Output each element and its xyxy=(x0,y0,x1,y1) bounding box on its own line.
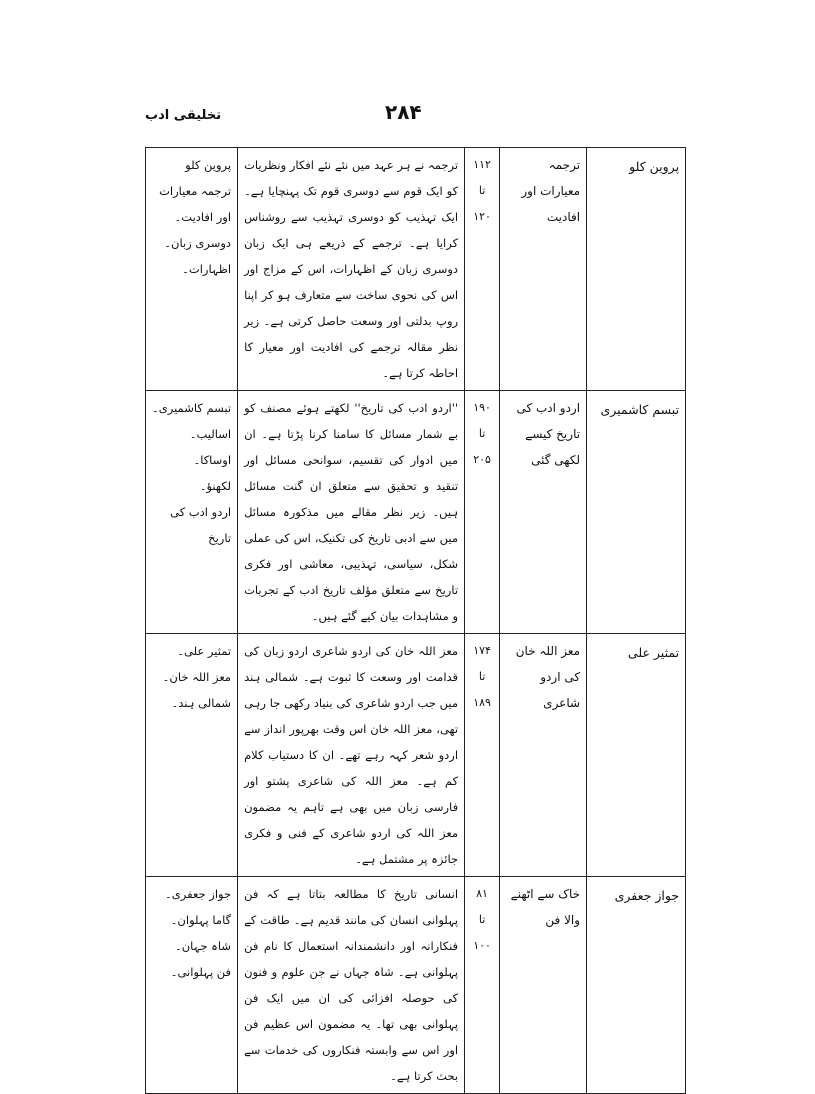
page-header xyxy=(145,100,665,132)
running-title: تخلیقی ادب xyxy=(145,108,222,123)
table-row xyxy=(146,877,686,1094)
table-row xyxy=(146,634,686,877)
keyword: فن پہلوانی۔ xyxy=(170,965,232,979)
index-table xyxy=(145,147,686,1094)
page-from: ۱۹۰ xyxy=(473,401,491,414)
keyword: ترجمہ معیارات xyxy=(159,184,232,198)
summary-cell: ''اردو ادب کی تاریخ'' لکھتے ہوئے مصنف کو بے شمار مسائل کا سامنا کرنا پڑتا ہے۔ ان میں ادوار کی تقسیم، سوانحی مسائل اور تنقید و تحقیق سے متعلق ان گنت مسائل ہیں۔ زیر نظر مقالے میں مذکورہ مسائل میں سے ادبی تاریخ کی تکنیک، اس کی عملی شکل، سیاسی، تہذیبی، معاشی اور فکری تاریخ سے متعلق مؤلف تاریخ ادب کے تجربات و مشاہدات بیان کیے گئے ہیں۔ xyxy=(238,391,465,634)
keywords-cell xyxy=(146,877,238,1094)
keyword: گاما پہلوان۔ xyxy=(170,913,232,927)
page-to: ۱۲۰ xyxy=(473,210,491,223)
page-to-word: تا xyxy=(478,184,486,197)
keyword: دوسری زبان۔ xyxy=(164,236,232,250)
keyword: معز اللہ خان۔ xyxy=(162,670,232,684)
page-to: ۲۰۵ xyxy=(473,453,491,466)
keyword: پروین کلو xyxy=(185,158,232,172)
author-cell: پروین کلو xyxy=(587,148,686,391)
page-to-word: تا xyxy=(478,913,486,926)
title-cell: اردو ادب کی تاریخ کیسے لکھی گئی xyxy=(500,391,587,634)
keyword: تاریخ xyxy=(208,531,232,545)
page-from: ۱۱۲ xyxy=(473,158,491,171)
keyword: اسالیب۔ xyxy=(189,427,232,441)
keyword: اوساکا۔ xyxy=(193,453,232,467)
summary-cell: انسانی تاریخ کا مطالعہ بتاتا ہے کہ فن پہلوانی انسان کی مانند قدیم ہے۔ طاقت کے فنکارانہ اور دانشمندانہ استعمال کا نام فن پہلوانی ہے۔ شاہ جہاں نے جن علوم و فنون کی حوصلہ افزائی کی ان میں ایک فن پہلوانی بھی تھا۔ یہ مضمون اس عظیم فن اور اس سے وابستہ فنکاروں کی خدمات سے بحث کرتا ہے۔ xyxy=(238,877,465,1094)
page-to-word: تا xyxy=(478,427,486,440)
page-to: ۱۸۹ xyxy=(473,696,491,709)
title-cell: ترجمہ معیارات اور افادیت xyxy=(500,148,587,391)
keywords-cell xyxy=(146,148,238,391)
title-cell: معز اللہ خان کی اردو شاعری xyxy=(500,634,587,877)
keyword: تمثیر علی۔ xyxy=(177,644,232,658)
keyword: شمالی ہند۔ xyxy=(171,696,232,710)
author-cell: تبسم کاشمیری xyxy=(587,391,686,634)
page-number: ۲۸۴ xyxy=(385,100,422,124)
author-cell: تمثیر علی xyxy=(587,634,686,877)
pages-cell xyxy=(465,148,500,391)
page-to-word: تا xyxy=(478,670,486,683)
keywords-cell xyxy=(146,391,238,634)
page-from: ۸۱ xyxy=(476,887,488,900)
keyword: شاہ جہان۔ xyxy=(174,939,232,953)
summary-cell: معز اللہ خان کی اردو شاعری اردو زبان کی قدامت اور وسعت کا ثبوت ہے۔ شمالی ہند میں جب اردو شاعری کی بنیاد رکھی جا رہی تھی، معز اللہ خان اس وقت بھرپور انداز سے اردو شعر کہہ رہے تھے۔ ان کا دستیاب کلام کم ہے۔ معز اللہ کی شاعری پشتو اور فارسی زبان میں بھی ہے تاہم یہ مضمون معز اللہ کی اردو شاعری کے فنی و فکری جائزہ پر مشتمل ہے۔ xyxy=(238,634,465,877)
keyword: اور افادیت۔ xyxy=(174,210,232,224)
keywords-cell xyxy=(146,634,238,877)
pages-cell xyxy=(465,877,500,1094)
page-from: ۱۷۴ xyxy=(473,644,491,657)
author-cell: جواز جعفری xyxy=(587,877,686,1094)
title-cell: خاک سے اٹھنے والا فن xyxy=(500,877,587,1094)
pages-cell xyxy=(465,391,500,634)
table-row xyxy=(146,148,686,391)
keyword: جواز جعفری۔ xyxy=(165,887,232,901)
table-row xyxy=(146,391,686,634)
keyword: اردو ادب کی xyxy=(170,505,232,519)
pages-cell xyxy=(465,634,500,877)
keyword: تبسم کاشمیری۔ xyxy=(152,401,232,415)
keyword: لکھنؤ۔ xyxy=(199,479,232,493)
keyword: اظہارات۔ xyxy=(182,262,232,276)
summary-cell: ترجمہ نے ہر عہد میں نئے نئے افکار ونظریات کو ایک قوم سے دوسری قوم تک پہنچایا ہے۔ ایک تہذیب کو دوسری تہذیب سے روشناس کرایا ہے۔ ترجمے کے ذریعے ہی ایک زبان دوسری زبان کے اظہارات، اس کے مزاج اور اس کی نحوی ساخت سے متعارف ہو کر اپنا روپ بدلتی اور وسعت حاصل کرتی ہے۔ زیر نظر مقالہ ترجمے کی افادیت اور معیار کا احاطہ کرتا ہے۔ xyxy=(238,148,465,391)
page-to: ۱۰۰ xyxy=(473,939,491,952)
